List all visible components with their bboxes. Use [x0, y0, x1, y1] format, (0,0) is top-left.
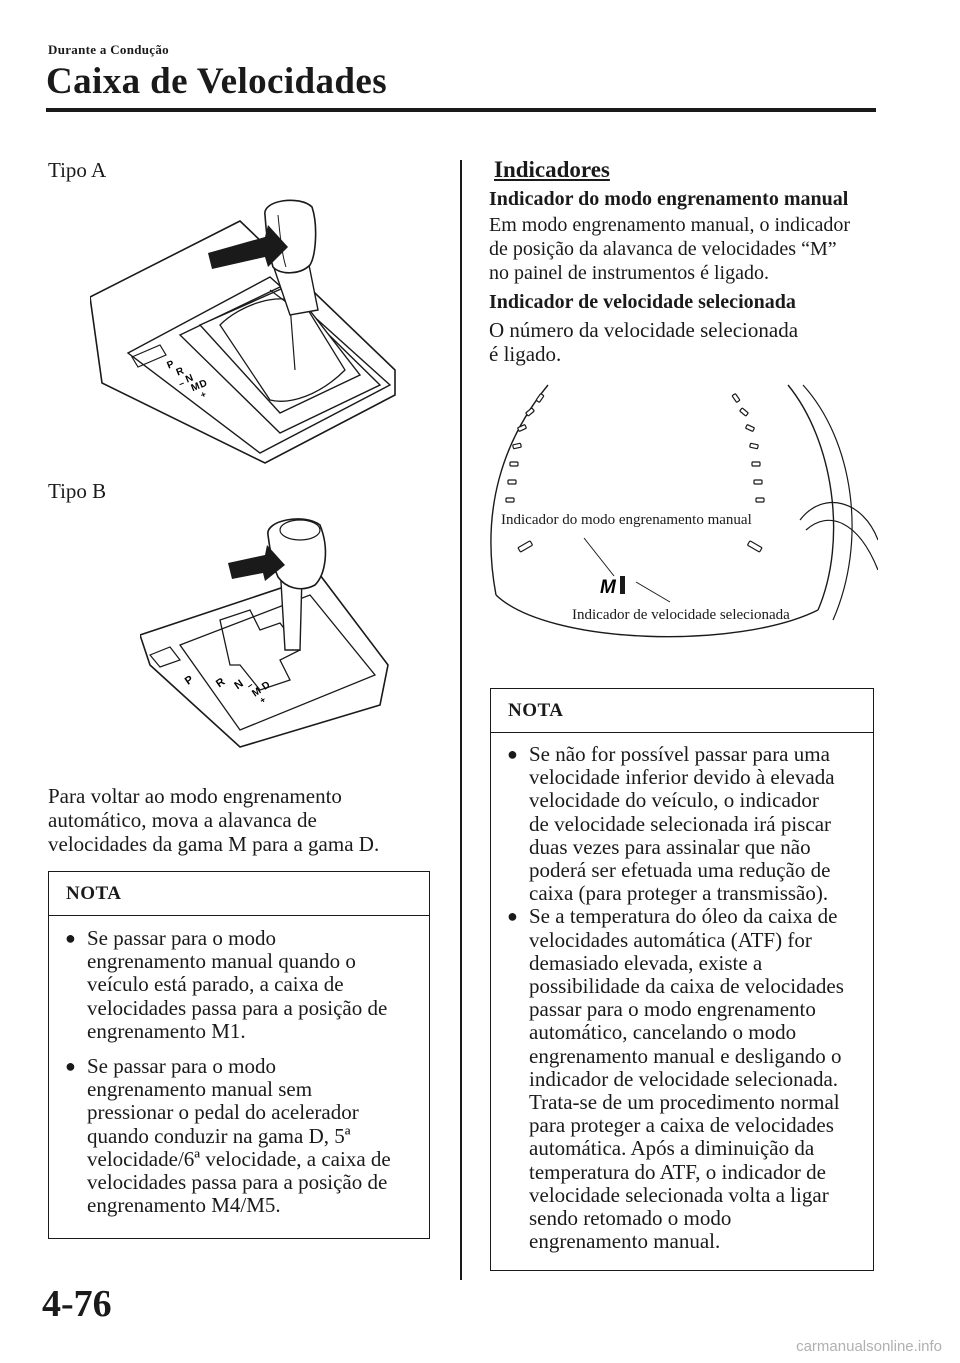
bullet-icon: ● [65, 1056, 76, 1077]
gate-b-letter-n: N [232, 677, 246, 693]
return-instructions: Para voltar ao modo engrenamento automático, mova a alavanca de velocidades da gama M para a gama D. [48, 784, 380, 856]
gate-letter-m: M [189, 380, 202, 395]
gate-b-letter-p: P [182, 673, 196, 688]
manual-mode-text: Em modo engrenamento manual, o indicador de posição da alavanca de velocidades “M” no painel de instrumentos é ligado. [489, 214, 851, 284]
page-number: 4-76 [42, 1283, 112, 1325]
indicators-heading: Indicadores [494, 157, 610, 182]
selected-gear-title: Indicador de velocidade selecionada [489, 291, 796, 313]
shifter-type-a-illustration [90, 195, 400, 465]
gate-letter-p: P [165, 358, 176, 372]
bullet-icon: ● [507, 744, 518, 764]
note-item: ● Se a temperatura do óleo da caixa de velocidades automática (ATF) for demasiado elevada, existe a possibilidade da caixa de velocidades passar para o modo engrenamento automático, cancelando o modo engrenamento manual e desligando o indicador de velocidade selecionada. Trata-se de um procedimento normal para proteger a caixa de velocidades automática. Após a diminuição da temperatura do ATF, o indicador de velocidade selecionada volta a ligar sendo retomado o modo engrenamento manual. [507, 904, 844, 1254]
gear-indicator-icon [620, 576, 625, 594]
gate-letter-d: D [198, 377, 209, 391]
gate-b-letter-r: R [214, 675, 228, 691]
chapter-title: Caixa de Velocidades [46, 61, 388, 102]
note-item: ● Se não for possível passar para uma velocidade inferior devido à elevada velocidade do veículo, o indicador de velocidade selecionada irá piscar duas vezes para assinalar que não poderá ser efetuada uma redução de caixa (para proteger a transmissão). [507, 742, 835, 906]
gate-plus: + [198, 388, 208, 401]
gate-b-plus: + [257, 694, 268, 706]
column-divider [460, 160, 462, 1280]
note-box-right [490, 688, 874, 1271]
gate-letter-n: N [184, 372, 195, 386]
gate-b-minus: − [245, 680, 256, 692]
note-item: ● Se passar para o modo engrenamento manual sem pressionar o pedal do acelerador quando conduzir na gama D, 5ª velocidade/6ª velocidade, a caixa de velocidades passa para a posição de engrenamento M4/M5. [65, 1054, 391, 1218]
header-rule [46, 108, 876, 112]
type-b-label: Tipo B [48, 479, 107, 503]
note-heading: NOTA [491, 689, 873, 733]
selected-gear-text: O número da velocidade selecionada é ligado. [489, 318, 799, 366]
gate-letter-r: R [174, 365, 186, 379]
note-heading: NOTA [49, 872, 429, 916]
manual-mode-title: Indicador do modo engrenamento manual [489, 188, 849, 210]
caption-manual-indicator: Indicador do modo engrenamento manual [501, 512, 752, 528]
manual-mode-m-glyph: M [600, 577, 616, 598]
section-label: Durante a Condução [48, 42, 169, 57]
bullet-icon: ● [507, 906, 518, 927]
bullet-icon: ● [65, 928, 76, 948]
shifter-type-b-illustration [140, 515, 390, 750]
gate-minus: − [177, 378, 187, 390]
type-a-label: Tipo A [48, 158, 107, 182]
watermark: carmanualsonline.info [796, 1338, 942, 1355]
note-box-left [48, 871, 430, 1239]
note-item: ● Se passar para o modo engrenamento manual quando o veículo está parado, a caixa de velocidades passa para a posição de engrenamento M1. [65, 926, 388, 1043]
gate-b-letter-m: M [250, 685, 264, 700]
gate-b-letter-d: D [260, 679, 273, 693]
caption-gear-indicator: Indicador de velocidade selecionada [572, 607, 790, 623]
